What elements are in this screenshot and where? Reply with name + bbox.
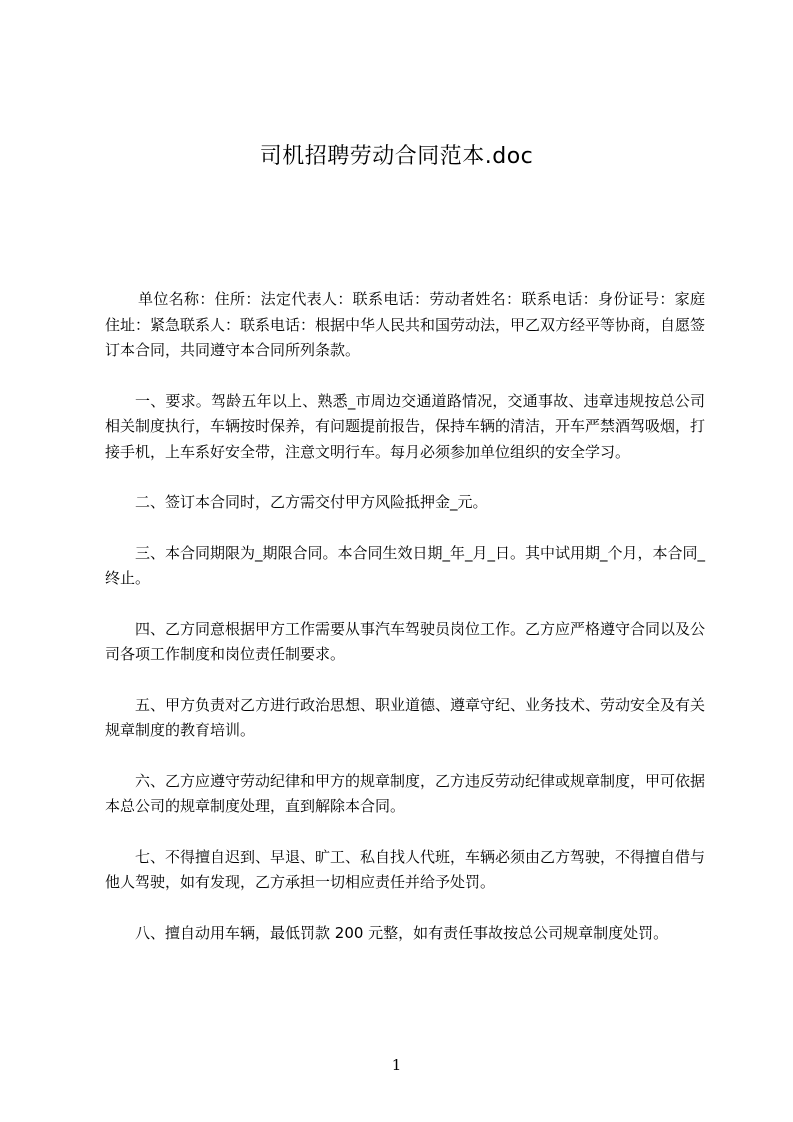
- paragraph-clause-6: 六、乙方应遵守劳动纪律和甲方的规章制度，乙方违反劳动纪律或规章制度，甲可依据本总公司的规章制度处理，直到解除本合同。: [105, 771, 706, 815]
- document-title: 司机招聘劳动合同范本.doc: [259, 144, 534, 169]
- page-number: 1: [391, 1056, 402, 1074]
- paragraph-clause-5: 五、甲方负责对乙方进行政治思想、职业道德、遵章守纪、业务技术、劳动安全及有关规章制度的教育培训。: [105, 695, 706, 739]
- paragraph-clause-1: 一、要求。驾龄五年以上、熟悉_市周边交通道路情况，交通事故、违章违规按总公司相关制度执行，车辆按时保养，有问题提前报告，保持车辆的清洁，开车严禁酒驾吸烟，打接手机，上车系好安全带，注意文明行车。每月必须参加单位组织的安全学习。: [105, 391, 706, 461]
- document-body: [105, 287, 705, 946]
- paragraph-preamble: 单位名称：住所：法定代表人：联系电话：劳动者姓名：联系电话：身份证号：家庭住址：紧急联系人：联系电话：根据中华人民共和国劳动法，甲乙双方经平等协商，自愿签订本合同，共同遵守本合同所列条款。: [105, 290, 706, 359]
- paragraph-clause-3: 三、本合同期限为_期限合同。本合同生效日期_年_月_日。其中试用期_个月，本合同_终止。: [105, 543, 706, 587]
- paragraph-clause-4: 四、乙方同意根据甲方工作需要从事汽车驾驶员岗位工作。乙方应严格遵守合同以及公司各项工作制度和岗位责任制要求。: [105, 619, 706, 663]
- paragraph-clause-7: 七、不得擅自迟到、早退、旷工、私自找人代班，车辆必须由乙方驾驶，不得擅自借与他人驾驶，如有发现，乙方承担一切相应责任并给予处罚。: [105, 847, 706, 891]
- paragraph-clause-8: 八、擅自动用车辆，最低罚款 200 元整，如有责任事故按总公司规章制度处罚。: [135, 923, 669, 942]
- paragraph-clause-2: 二、签订本合同时，乙方需交付甲方风险抵押金_元。: [135, 493, 488, 511]
